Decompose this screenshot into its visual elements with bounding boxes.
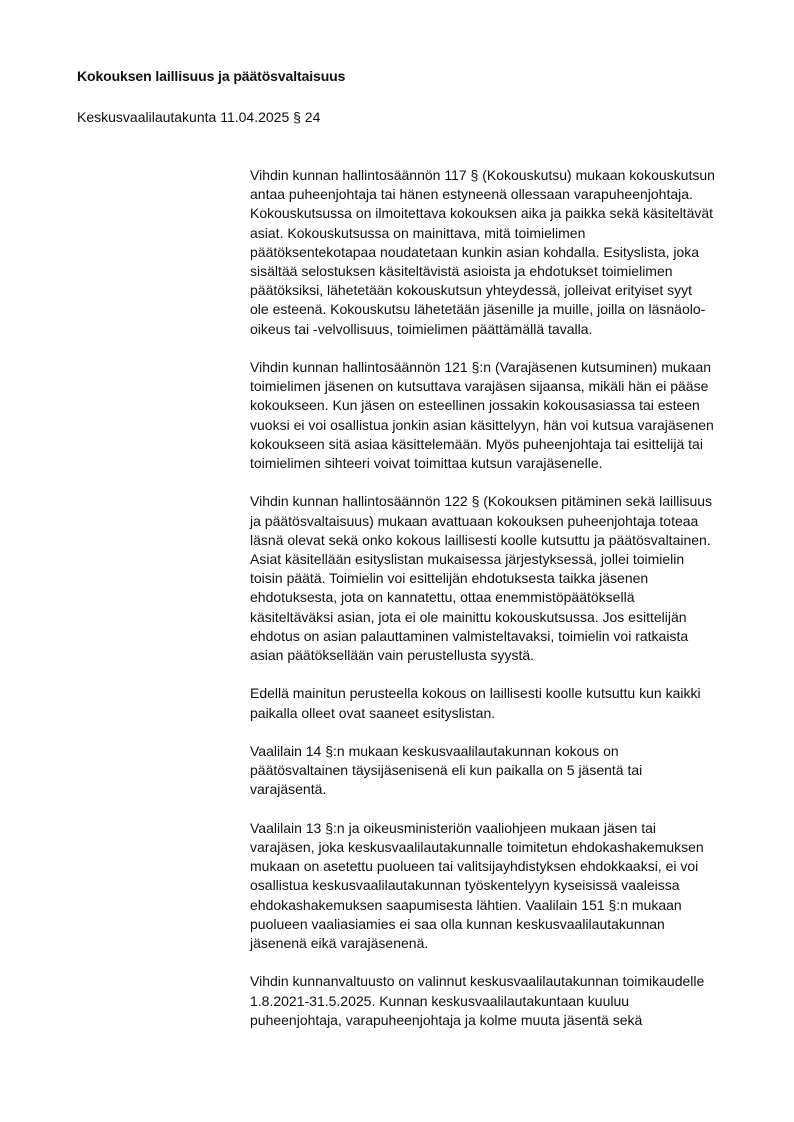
paragraph-line: mukaan on asetettu puolueen tai valitsijayhdistyksen ehdokkaaksi, ei voi [250,858,699,875]
paragraph-line: ole esteenä. Kokouskutsu lähetetään jäsenille ja muille, joilla on läsnäolo- [250,301,706,318]
document-body [250,166,740,1049]
paragraph-line: ehdokashakemuksen saapumisesta lähtien. Vaalilain 151 §:n mukaan [250,896,682,913]
paragraph-line: asian päätöksellään vain perustellusta syystä. [250,647,535,664]
paragraph-line: varajäsen, joka keskusvaalilautakunnalle toimitetun ehdokashakemuksen [250,839,704,856]
paragraph-line: Kokouskutsussa on ilmoitettava kokouksen aika ja paikka sekä käsiteltävät [250,205,714,222]
paragraph-line: Edellä mainitun perusteella kokous on laillisesti koolle kutsuttu kun kaikki [250,685,701,702]
body-paragraph [250,742,740,800]
paragraph-line: Vaalilain 14 §:n mukaan keskusvaalilautakunnan kokous on [250,743,619,760]
paragraph-line: osallistua keskusvaalilautakunnan työskentelyyn kyseisissä vaaleissa [250,877,680,894]
paragraph-line: päätösvaltainen täysijäsenisenä eli kun paikalla on 5 jäsentä tai [250,762,643,779]
paragraph-line: Vihdin kunnanvaltuusto on valinnut keskusvaalilautakunnan toimikaudelle [250,973,705,990]
paragraph-line: sisältää selostuksen käsiteltävistä asioista ja ehdotukset toimielimen [250,263,673,280]
paragraph-line: oikeus tai -velvollisuus, toimielimen päättämällä tavalla. [250,320,593,337]
paragraph-line: varajäsentä. [250,781,327,798]
paragraph-line: paikalla olleet ovat saaneet esityslistan. [250,704,496,721]
paragraph-line: kokoukseen sitä asiaa käsittelemään. Myös puheenjohtaja tai esittelijä tai [250,435,703,452]
paragraph-line: 1.8.2021-31.5.2025. Kunnan keskusvaalilautakuntaan kuuluu [250,992,630,1009]
body-paragraph [250,492,740,665]
paragraph-line: asiat. Kokouskutsussa on mainittava, mitä toimielimen [250,224,586,241]
body-paragraph [250,166,740,339]
paragraph-line: ja päätösvaltaisuus) mukaan avattuaan kokouksen puheenjohtaja toteaa [250,512,699,529]
paragraph-line: läsnä olevat sekä onko kokous laillisesti koolle kutsuttu ja päätösvaltainen. [250,531,711,548]
paragraph-line: Vihdin kunnan hallintosäännön 117 § (Kokouskutsu) mukaan kokouskutsun [250,167,715,183]
paragraph-line: puheenjohtaja, varapuheenjohtaja ja kolme muuta jäsentä sekä [250,1011,643,1028]
document-title: Kokouksen laillisuus ja päätösvaltaisuus [77,68,346,84]
paragraph-line: ehdotus on asian palauttaminen valmisteltavaksi, toimielin voi ratkaista [250,627,689,644]
paragraph-line: Vihdin kunnan hallintosäännön 122 § (Kokouksen pitäminen sekä laillisuus [250,493,713,510]
paragraph-line: Asiat käsitellään esityslistan mukaisessa järjestyksessä, jollei toimielin [250,551,685,568]
paragraph-line: toisin päätä. Toimielin voi esittelijän ehdotuksesta taikka jäsenen [250,570,649,587]
body-paragraph [250,358,740,473]
paragraph-line: Vaalilain 13 §:n ja oikeusministeriön vaaliohjeen mukaan jäsen tai [250,819,656,836]
paragraph-line: käsiteltäväksi asian, jota ei ole mainittu kokouskutsussa. Jos esittelijän [250,608,687,625]
paragraph-line: puolueen vaaliasiamies ei saa olla kunnan keskusvaalilautakunnan [250,915,665,932]
paragraph-line: toimielimen sihteeri voivat toimittaa kutsun varajäsenelle. [250,455,603,472]
paragraph-line: päätöksiksi, lähetetään kokouskutsun yhteydessä, jolleivat erityiset syyt [250,282,693,299]
paragraph-line: päätöksentekotapaa noudatetaan kunkin asian kohdalla. Esityslista, joka [250,243,700,260]
paragraph-line: jäsenenä eikä varajäsenenä. [250,935,429,952]
paragraph-line: vuoksi ei voi osallistua jonkin asian käsittelyyn, hän voi kutsua varajäsenen [250,416,714,433]
paragraph-line: Vihdin kunnan hallintosäännön 121 §:n (Varajäsenen kutsuminen) mukaan [250,359,712,376]
paragraph-line: kokoukseen. Kun jäsen on esteellinen jossakin kokousasiassa tai esteen [250,397,700,414]
body-paragraph [250,819,740,953]
body-paragraph [250,972,740,1030]
paragraph-line: ehdotuksesta, jota on kannatettu, ottaa enemmistöpäätöksellä [250,589,635,606]
meeting-reference: Keskusvaalilautakunta 11.04.2025 § 24 [77,109,321,125]
paragraph-line: toimielimen jäsenen on kutsuttava varajäsen sijaansa, mikäli hän ei pääse [250,378,709,395]
paragraph-line: antaa puheenjohtaja tai hänen estyneenä ollessaan varapuheenjohtaja. [250,186,693,203]
body-paragraph [250,684,740,722]
